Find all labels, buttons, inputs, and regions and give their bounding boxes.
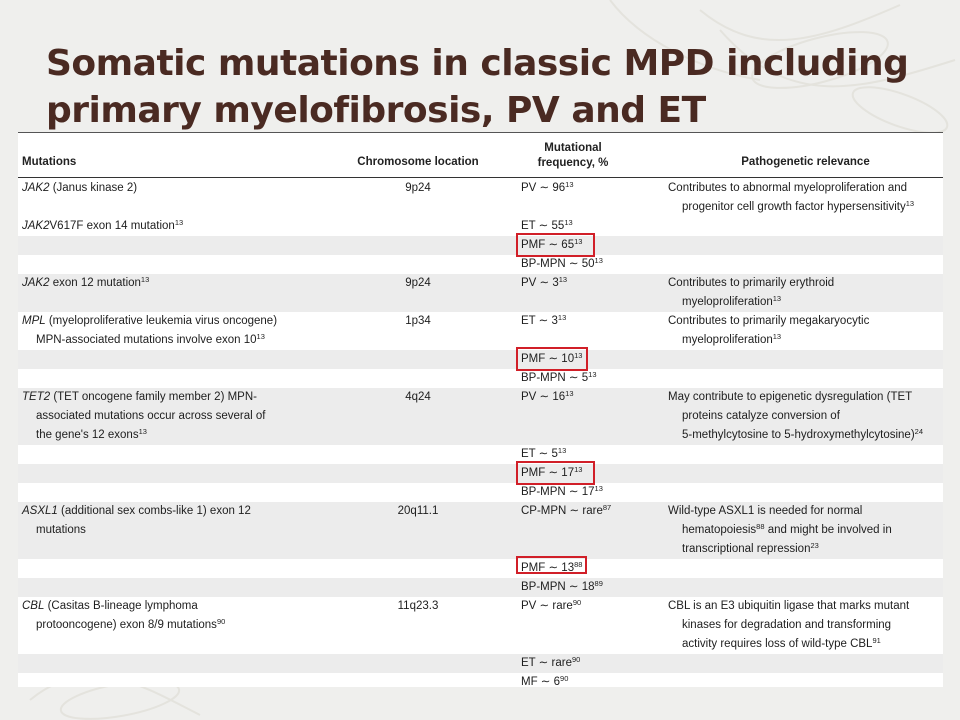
- reference-superscript: 13: [588, 370, 597, 379]
- frequency-value: CP-MPN ∼ rare: [521, 505, 603, 517]
- mutation-text: (additional sex combs-like 1) exon 12: [57, 505, 251, 517]
- mutation-table: [18, 132, 943, 687]
- mutation-text: mutations: [36, 524, 86, 536]
- reference-superscript: 13: [594, 484, 603, 493]
- frequency-value: PV ∼ 96: [521, 182, 566, 194]
- reference-superscript: 13: [565, 180, 574, 189]
- relevance-text: progenitor cell growth factor hypersensitivity: [682, 201, 906, 213]
- mutation-text: the gene's 12 exons: [36, 429, 139, 441]
- reference-superscript: 13: [557, 446, 567, 455]
- table-row: [18, 217, 943, 236]
- relevance-text: transcriptional repression: [682, 543, 811, 555]
- reference-superscript: 13: [772, 332, 782, 341]
- reference-superscript: 13: [140, 275, 150, 284]
- frequency-value: BP-MPN ∼ 18: [521, 581, 595, 593]
- chromosome-location: 20q11.1: [397, 505, 439, 517]
- table-row: [18, 654, 943, 673]
- chromosome-location: 9p24: [405, 277, 431, 289]
- header-mutations: Mutations: [22, 156, 77, 168]
- table-row: [18, 369, 943, 388]
- table-row: [18, 578, 943, 597]
- gene-name: MPL: [22, 315, 46, 327]
- reference-superscript: 13: [565, 389, 574, 398]
- header-relevance: Pathogenetic relevance: [741, 156, 870, 168]
- frequency-value: PV ∼ 3: [521, 277, 559, 289]
- header-chromosome: Chromosome location: [357, 156, 479, 168]
- chromosome-location: 9p24: [405, 182, 431, 194]
- frequency-value: BP-MPN ∼ 50: [521, 258, 595, 270]
- reference-superscript: 87: [602, 503, 612, 512]
- relevance-text: Contributes to primarily erythroid: [668, 277, 835, 289]
- reference-superscript: 23: [810, 541, 819, 550]
- gene-name: JAK2: [22, 277, 50, 289]
- mutation-text: (TET oncogene family member 2) MPN-: [50, 391, 257, 403]
- relevance-text: kinases for degradation and transforming: [682, 619, 892, 631]
- table-row: [18, 597, 943, 654]
- relevance-text: activity requires loss of wild-type CBL: [682, 638, 873, 650]
- title-line-2: primary myelofibrosis, PV and ET: [46, 90, 706, 131]
- relevance-text: Wild-type ASXL1 is needed for normal: [668, 505, 863, 517]
- mutation-text: exon 12 mutation: [49, 277, 141, 289]
- chromosome-location: 1p34: [405, 315, 431, 327]
- relevance-text: proteins catalyze conversion of: [682, 410, 840, 422]
- frequency-value: MF ∼ 6: [521, 676, 561, 688]
- reference-superscript: 13: [174, 218, 184, 227]
- mutation-text: (Casitas B-lineage lymphoma: [44, 600, 198, 612]
- table-row: [18, 445, 943, 464]
- table-header: [18, 133, 943, 178]
- relevance-text: Contributes to primarily megakaryocytic: [668, 315, 870, 327]
- header-frequency-line2: frequency, %: [537, 157, 609, 169]
- reference-superscript: 88: [574, 560, 583, 569]
- reference-superscript: 13: [574, 465, 583, 474]
- table-row: [18, 673, 943, 687]
- reference-superscript: 13: [558, 275, 568, 284]
- frequency-value: BP-MPN ∼ 17: [521, 486, 595, 498]
- frequency-value: BP-MPN ∼ 5: [521, 372, 589, 384]
- gene-name: JAK2: [22, 220, 50, 232]
- reference-superscript: 91: [872, 636, 881, 645]
- reference-superscript: 90: [572, 598, 582, 607]
- reference-superscript: 24: [914, 427, 923, 436]
- relevance-text: and might be involved in: [764, 524, 892, 536]
- frequency-value: PV ∼ 16: [521, 391, 566, 403]
- mutation-text: (Janus kinase 2): [49, 182, 138, 194]
- frequency-value: PMF ∼ 17: [521, 467, 575, 479]
- mutation-text: (myeloproliferative leukemia virus oncogene): [45, 315, 278, 327]
- table-row: [18, 255, 943, 274]
- relevance-text: hematopoiesis: [682, 524, 757, 536]
- relevance-text: myeloproliferation: [682, 334, 773, 346]
- reference-superscript: 90: [560, 674, 569, 683]
- reference-superscript: 13: [564, 218, 573, 227]
- gene-name: TET2: [22, 391, 51, 403]
- table-row: [18, 559, 943, 578]
- relevance-text: Contributes to abnormal myeloproliferation and: [668, 182, 908, 194]
- table-row: [18, 274, 943, 312]
- reference-superscript: 13: [594, 256, 603, 265]
- table-row: [18, 502, 943, 559]
- slide-title: [46, 40, 926, 132]
- reference-superscript: 13: [905, 199, 915, 208]
- frequency-value: PMF ∼ 65: [521, 239, 575, 251]
- frequency-value: ET ∼ 3: [521, 315, 558, 327]
- frequency-value: ET ∼ 55: [521, 220, 565, 232]
- chromosome-location: 11q23.3: [397, 600, 439, 612]
- frequency-value: PMF ∼ 13: [521, 562, 575, 574]
- reference-superscript: 90: [571, 655, 581, 664]
- table-row: [18, 483, 943, 502]
- table-row: [18, 236, 943, 255]
- relevance-text: CBL is an E3 ubiquitin ligase that marks mutant: [668, 600, 910, 612]
- relevance-text: myeloproliferation: [682, 296, 773, 308]
- header-frequency-line1: Mutational: [544, 142, 602, 154]
- frequency-value: ET ∼ rare: [521, 657, 572, 669]
- header-frequency: [523, 141, 623, 171]
- chromosome-location: 4q24: [405, 391, 431, 403]
- mutation-text: protooncogene) exon 8/9 mutations: [36, 619, 217, 631]
- table-row: [18, 464, 943, 483]
- relevance-text: May contribute to epigenetic dysregulation (TET: [668, 391, 913, 403]
- frequency-value: ET ∼ 5: [521, 448, 558, 460]
- table-row: [18, 312, 943, 350]
- reference-superscript: 88: [756, 522, 765, 531]
- frequency-value: PMF ∼ 10: [521, 353, 575, 365]
- reference-superscript: 13: [138, 427, 147, 436]
- table-row: [18, 179, 943, 217]
- reference-superscript: 13: [772, 294, 782, 303]
- frequency-value: PV ∼ rare: [521, 600, 573, 612]
- reference-superscript: 13: [557, 313, 567, 322]
- title-line-1: Somatic mutations in classic MPD including: [46, 43, 909, 84]
- reference-superscript: 13: [256, 332, 265, 341]
- mutation-text: V617F exon 14 mutation: [49, 220, 175, 232]
- reference-superscript: 89: [594, 579, 603, 588]
- gene-name: CBL: [22, 600, 45, 612]
- table-row: [18, 388, 943, 445]
- reference-superscript: 13: [574, 237, 583, 246]
- reference-superscript: 13: [574, 351, 583, 360]
- gene-name: JAK2: [22, 182, 50, 194]
- table-row: [18, 350, 943, 369]
- mutation-text: associated mutations occur across several of: [36, 410, 266, 422]
- relevance-text: 5-methylcytosine to 5-hydroxymethylcytosine): [682, 429, 915, 441]
- mutation-text: MPN-associated mutations involve exon 10: [36, 334, 257, 346]
- reference-superscript: 90: [216, 617, 226, 626]
- gene-name: ASXL1: [22, 505, 58, 517]
